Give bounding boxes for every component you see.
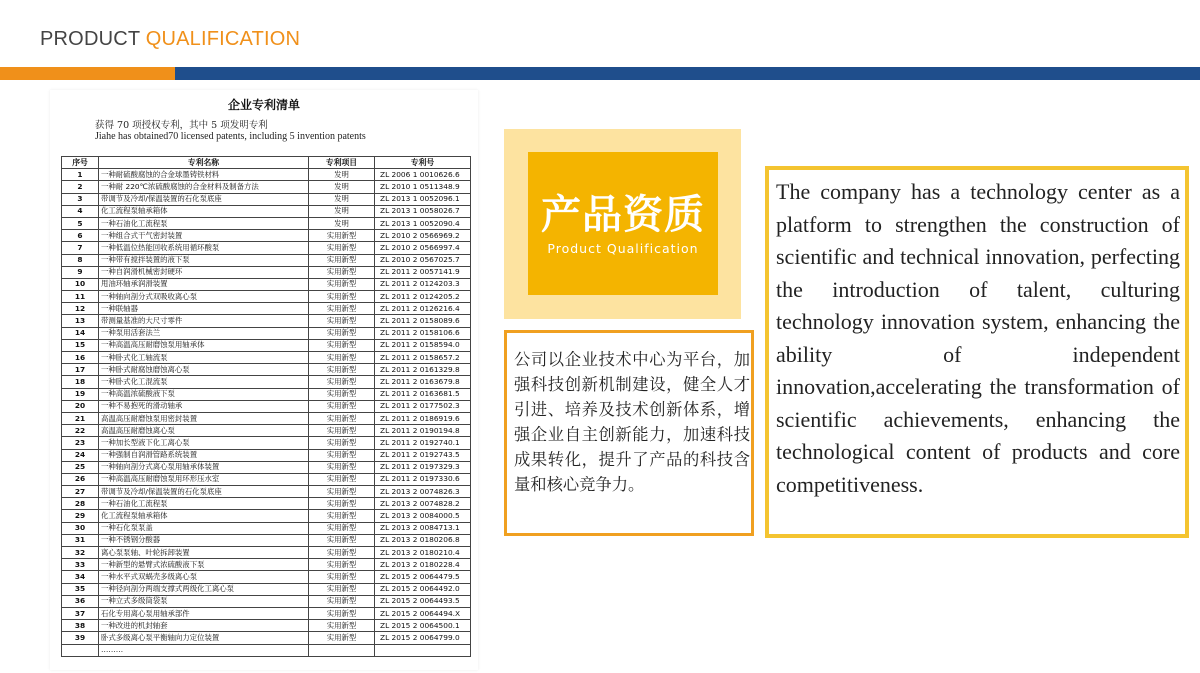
patent-no-cell: 35 xyxy=(62,583,99,595)
patent-number-cell: ZL 2013 2 0180206.8 xyxy=(375,534,471,546)
patent-name-cell: 一种强制自润滑管路系统装置 xyxy=(99,449,309,461)
patent-name-cell: 化工流程泵轴承箱体 xyxy=(99,510,309,522)
patent-type-cell: 发明 xyxy=(309,217,375,229)
patent-no-cell: 4 xyxy=(62,205,99,217)
patent-number-cell: ZL 2013 1 0058026.7 xyxy=(375,205,471,217)
patent-no-cell: 11 xyxy=(62,291,99,303)
patent-name-cell: 一种耐 220℃浓硫酸腐蚀的合金材料及制备方法 xyxy=(99,181,309,193)
patent-name-cell: 一种组合式干气密封装置 xyxy=(99,230,309,242)
patent-name-cell: 一种高温高压耐磨蚀泵用环形压水室 xyxy=(99,473,309,485)
patent-number-cell: ZL 2011 2 0192743.5 xyxy=(375,449,471,461)
patent-no-cell: 39 xyxy=(62,632,99,644)
patent-number-cell: ZL 2010 2 0566997.4 xyxy=(375,242,471,254)
patent-no-cell: 23 xyxy=(62,437,99,449)
patent-type-cell: 实用新型 xyxy=(309,388,375,400)
table-row xyxy=(62,449,471,461)
patent-name-cell: 一种改进的机封轴套 xyxy=(99,620,309,632)
patent-no-cell: 24 xyxy=(62,449,99,461)
table-row xyxy=(62,315,471,327)
patent-number-cell: ZL 2015 2 0064492.0 xyxy=(375,583,471,595)
patent-name-cell: 一种石油化工流程泵 xyxy=(99,498,309,510)
header-bar-blue xyxy=(175,67,1200,80)
patent-no-cell: 18 xyxy=(62,376,99,388)
table-row xyxy=(62,217,471,229)
patent-number-cell: ZL 2011 2 0163679.8 xyxy=(375,376,471,388)
table-row xyxy=(62,583,471,595)
patent-table xyxy=(61,156,471,657)
section-title-en: Product Qualification xyxy=(547,241,699,256)
patent-no-cell: 36 xyxy=(62,595,99,607)
patent-type-cell: 实用新型 xyxy=(309,522,375,534)
table-row xyxy=(62,412,471,424)
table-row xyxy=(62,571,471,583)
patent-no-cell: 8 xyxy=(62,254,99,266)
patent-no-cell: 38 xyxy=(62,620,99,632)
table-row xyxy=(62,205,471,217)
patent-name-cell: 一种联轴器 xyxy=(99,303,309,315)
page-title-part2: QUALIFICATION xyxy=(145,28,301,50)
table-row xyxy=(62,620,471,632)
patent-type-cell: 实用新型 xyxy=(309,266,375,278)
patent-name-cell: 化工流程泵轴承箱体 xyxy=(99,205,309,217)
patent-number-cell: ZL 2015 2 0064493.5 xyxy=(375,595,471,607)
patent-no-cell: 9 xyxy=(62,266,99,278)
table-row xyxy=(62,193,471,205)
column-header-no: 序号 xyxy=(62,157,99,169)
column-header-number: 专利号 xyxy=(375,157,471,169)
patent-no-cell: 6 xyxy=(62,230,99,242)
patent-number-cell: ZL 2011 2 0158594.0 xyxy=(375,339,471,351)
patent-type-cell: 实用新型 xyxy=(309,315,375,327)
patent-list-document xyxy=(50,90,478,670)
table-header-row xyxy=(62,157,471,169)
patent-name-cell: 一种卧式耐腐蚀磨蚀离心泵 xyxy=(99,364,309,376)
table-row xyxy=(62,278,471,290)
patent-name-cell: 一种自润滑机械密封硬环 xyxy=(99,266,309,278)
patent-type-cell: 实用新型 xyxy=(309,595,375,607)
patent-number-cell: ZL 2011 2 0197329.3 xyxy=(375,461,471,473)
patent-name-cell: 一种卧式化工轴流泵 xyxy=(99,352,309,364)
patent-no-cell: 31 xyxy=(62,534,99,546)
patent-type-cell xyxy=(309,644,375,656)
column-header-type: 专利项目 xyxy=(309,157,375,169)
table-row xyxy=(62,559,471,571)
patent-name-cell: 一种不易抱死的滑动轴承 xyxy=(99,400,309,412)
patent-no-cell: 13 xyxy=(62,315,99,327)
patent-type-cell: 实用新型 xyxy=(309,412,375,424)
table-row xyxy=(62,291,471,303)
patent-type-cell: 发明 xyxy=(309,181,375,193)
table-row xyxy=(62,364,471,376)
table-row xyxy=(62,644,471,656)
patent-number-cell: ZL 2013 1 0052090.4 xyxy=(375,217,471,229)
patent-number-cell: ZL 2013 1 0052096.1 xyxy=(375,193,471,205)
patent-number-cell: ZL 2011 2 0190194.8 xyxy=(375,425,471,437)
patent-name-cell: 高温高压耐磨蚀离心泵 xyxy=(99,425,309,437)
patent-number-cell: ZL 2010 1 0511348.9 xyxy=(375,181,471,193)
patent-type-cell: 实用新型 xyxy=(309,376,375,388)
patent-no-cell: 19 xyxy=(62,388,99,400)
table-row xyxy=(62,595,471,607)
patent-type-cell: 实用新型 xyxy=(309,339,375,351)
patent-no-cell: 28 xyxy=(62,498,99,510)
table-row xyxy=(62,510,471,522)
patent-number-cell: ZL 2015 2 0064799.0 xyxy=(375,632,471,644)
patent-no-cell: 32 xyxy=(62,547,99,559)
patent-type-cell: 实用新型 xyxy=(309,486,375,498)
table-row xyxy=(62,254,471,266)
table-row xyxy=(62,473,471,485)
table-row xyxy=(62,425,471,437)
table-row xyxy=(62,534,471,546)
table-row xyxy=(62,547,471,559)
patent-type-cell: 发明 xyxy=(309,205,375,217)
patent-no-cell xyxy=(62,644,99,656)
patent-number-cell: ZL 2013 2 0084000.5 xyxy=(375,510,471,522)
patent-name-cell: 一种新型的悬臂式浓硫酸液下泵 xyxy=(99,559,309,571)
patent-name-cell: 一种高温浓硫酸液下泵 xyxy=(99,388,309,400)
table-row xyxy=(62,437,471,449)
patent-name-cell: 一种加长型液下化工离心泵 xyxy=(99,437,309,449)
patent-type-cell: 实用新型 xyxy=(309,364,375,376)
table-row xyxy=(62,230,471,242)
patent-number-cell: ZL 2011 2 0186919.6 xyxy=(375,412,471,424)
patent-number-cell: ZL 2011 2 0057141.9 xyxy=(375,266,471,278)
patent-type-cell: 实用新型 xyxy=(309,254,375,266)
patent-name-cell: 带测量基准的大尺寸零件 xyxy=(99,315,309,327)
page-title xyxy=(40,28,300,51)
english-description-text: The company has a technology center as a platform to strengthen the construction of scientific and technical innovation, perfecting the introduction of talent, culturing technology innovation system, enhancing the ability of independent innovation,accelerating the transformation of scientific achievements, enhancing the technological content of products and core competitiveness. xyxy=(776,179,1180,497)
document-title: 企业专利清单 xyxy=(227,98,300,112)
patent-type-cell: 实用新型 xyxy=(309,559,375,571)
patent-name-cell: 一种带有搅拌装置的液下泵 xyxy=(99,254,309,266)
patent-no-cell: 2 xyxy=(62,181,99,193)
patent-no-cell: 34 xyxy=(62,571,99,583)
patent-no-cell: 22 xyxy=(62,425,99,437)
patent-number-cell: ZL 2011 2 0177502.3 xyxy=(375,400,471,412)
patent-no-cell: 26 xyxy=(62,473,99,485)
patent-no-cell: 1 xyxy=(62,169,99,181)
table-row xyxy=(62,486,471,498)
patent-no-cell: 27 xyxy=(62,486,99,498)
patent-number-cell: ZL 2011 2 0158089.6 xyxy=(375,315,471,327)
patent-type-cell: 实用新型 xyxy=(309,327,375,339)
patent-name-cell: 一种立式多级筒袋泵 xyxy=(99,595,309,607)
patent-type-cell: 实用新型 xyxy=(309,278,375,290)
patent-type-cell: 实用新型 xyxy=(309,242,375,254)
patent-number-cell: ZL 2011 2 0124203.3 xyxy=(375,278,471,290)
patent-name-cell: 一种不锈钢分酸器 xyxy=(99,534,309,546)
patent-type-cell: 实用新型 xyxy=(309,510,375,522)
patent-name-cell: 甩油环轴承润滑装置 xyxy=(99,278,309,290)
patent-number-cell: ZL 2015 2 0064500.1 xyxy=(375,620,471,632)
patent-name-cell: 一种耐硫酸腐蚀的合金球墨铸铁材料 xyxy=(99,169,309,181)
patent-number-cell xyxy=(375,644,471,656)
patent-name-cell: 一种低温位热能回收系统用循环酸泵 xyxy=(99,242,309,254)
patent-number-cell: ZL 2013 2 0084713.1 xyxy=(375,522,471,534)
patent-type-cell: 实用新型 xyxy=(309,534,375,546)
patent-number-cell: ZL 2011 2 0163681.5 xyxy=(375,388,471,400)
patent-number-cell: ZL 2010 2 0567025.7 xyxy=(375,254,471,266)
patent-no-cell: 10 xyxy=(62,278,99,290)
table-row xyxy=(62,352,471,364)
patent-name-cell: 一种泵用活套法兰 xyxy=(99,327,309,339)
patent-type-cell: 发明 xyxy=(309,193,375,205)
patent-name-cell: 卧式多级离心泵平衡轴向力定位装置 xyxy=(99,632,309,644)
patent-no-cell: 25 xyxy=(62,461,99,473)
patent-number-cell: ZL 2013 2 0074828.2 xyxy=(375,498,471,510)
document-subtitle-en: Jiahe has obtained70 licensed patents, including 5 invention patents xyxy=(95,131,366,142)
column-header-name: 专利名称 xyxy=(99,157,309,169)
patent-name-cell: 一种卧式化工混流泵 xyxy=(99,376,309,388)
table-row xyxy=(62,607,471,619)
patent-no-cell: 15 xyxy=(62,339,99,351)
patent-type-cell: 实用新型 xyxy=(309,632,375,644)
patent-no-cell: 3 xyxy=(62,193,99,205)
table-row xyxy=(62,169,471,181)
table-row xyxy=(62,242,471,254)
patent-no-cell: 12 xyxy=(62,303,99,315)
patent-type-cell: 实用新型 xyxy=(309,400,375,412)
patent-number-cell: ZL 2011 2 0192740.1 xyxy=(375,437,471,449)
table-row xyxy=(62,303,471,315)
patent-number-cell: ZL 2011 2 0126216.4 xyxy=(375,303,471,315)
table-row xyxy=(62,400,471,412)
patent-name-cell: 一种石化泵泵盖 xyxy=(99,522,309,534)
patent-type-cell: 实用新型 xyxy=(309,473,375,485)
patent-number-cell: ZL 2015 2 0064479.5 xyxy=(375,571,471,583)
table-row xyxy=(62,388,471,400)
patent-number-cell: ZL 2015 2 0064494.X xyxy=(375,607,471,619)
patent-no-cell: 14 xyxy=(62,327,99,339)
document-subtitle-cn: 获得 70 项授权专利，其中 5 项发明专利 xyxy=(95,120,268,131)
patent-type-cell: 实用新型 xyxy=(309,498,375,510)
table-row xyxy=(62,376,471,388)
patent-type-cell: 实用新型 xyxy=(309,437,375,449)
patent-name-cell: ……… xyxy=(99,644,309,656)
patent-no-cell: 33 xyxy=(62,559,99,571)
patent-number-cell: ZL 2011 2 0197330.6 xyxy=(375,473,471,485)
patent-type-cell: 实用新型 xyxy=(309,291,375,303)
patent-no-cell: 20 xyxy=(62,400,99,412)
patent-name-cell: 一种高温高压耐磨蚀泵用轴承体 xyxy=(99,339,309,351)
patent-no-cell: 21 xyxy=(62,412,99,424)
patent-no-cell: 29 xyxy=(62,510,99,522)
chinese-description-text: 公司以企业技术中心为平台，加强科技创新机制建设，健全人才引进、培养及技术创新体系，增强企业自主创新能力，加速科技成果转化，提升了产品的科技含量和核心竞争力。 xyxy=(514,350,750,494)
patent-type-cell: 实用新型 xyxy=(309,425,375,437)
patent-name-cell: 一种轴向剖分式双吸收离心泵 xyxy=(99,291,309,303)
patent-number-cell: ZL 2011 2 0158657.2 xyxy=(375,352,471,364)
patent-type-cell: 发明 xyxy=(309,169,375,181)
patent-name-cell: 离心泵泵轴、叶轮拆卸装置 xyxy=(99,547,309,559)
patent-type-cell: 实用新型 xyxy=(309,607,375,619)
patent-no-cell: 30 xyxy=(62,522,99,534)
patent-no-cell: 17 xyxy=(62,364,99,376)
page-title-part1: PRODUCT xyxy=(40,28,146,50)
table-row xyxy=(62,327,471,339)
table-row xyxy=(62,522,471,534)
chinese-description-box xyxy=(504,330,754,536)
patent-number-cell: ZL 2006 1 0010626.6 xyxy=(375,169,471,181)
patent-name-cell: 一种石油化工流程泵 xyxy=(99,217,309,229)
patent-type-cell: 实用新型 xyxy=(309,303,375,315)
patent-number-cell: ZL 2011 2 0158106.6 xyxy=(375,327,471,339)
patent-number-cell: ZL 2013 2 0074826.3 xyxy=(375,486,471,498)
patent-name-cell: 一种轴向剖分式离心泵用轴承体装置 xyxy=(99,461,309,473)
patent-type-cell: 实用新型 xyxy=(309,583,375,595)
patent-table-body xyxy=(62,169,471,657)
patent-name-cell: 一种水平式双蜗壳多级离心泵 xyxy=(99,571,309,583)
table-row xyxy=(62,461,471,473)
table-row xyxy=(62,266,471,278)
patent-type-cell: 实用新型 xyxy=(309,547,375,559)
section-title-cn: 产品资质 xyxy=(541,191,705,238)
patent-type-cell: 实用新型 xyxy=(309,449,375,461)
table-row xyxy=(62,339,471,351)
patent-name-cell: 一种径向剖分两端支撑式两级化工离心泵 xyxy=(99,583,309,595)
english-description-box xyxy=(765,166,1189,538)
patent-name-cell: 石化专用离心泵用轴承部件 xyxy=(99,607,309,619)
patent-no-cell: 16 xyxy=(62,352,99,364)
patent-name-cell: 带调节及冷却/保温装置的石化泵底座 xyxy=(99,486,309,498)
patent-number-cell: ZL 2013 2 0180228.4 xyxy=(375,559,471,571)
patent-number-cell: ZL 2011 2 0161329.8 xyxy=(375,364,471,376)
header-bar-orange xyxy=(0,67,175,80)
patent-type-cell: 实用新型 xyxy=(309,461,375,473)
patent-type-cell: 实用新型 xyxy=(309,352,375,364)
patent-no-cell: 37 xyxy=(62,607,99,619)
patent-number-cell: ZL 2010 2 0566969.2 xyxy=(375,230,471,242)
patent-name-cell: 带调节及冷却/保温装置的石化泵底座 xyxy=(99,193,309,205)
patent-number-cell: ZL 2011 2 0124205.2 xyxy=(375,291,471,303)
table-row xyxy=(62,498,471,510)
patent-name-cell: 高温高压耐磨蚀泵用密封装置 xyxy=(99,412,309,424)
patent-type-cell: 实用新型 xyxy=(309,230,375,242)
patent-number-cell: ZL 2013 2 0180210.4 xyxy=(375,547,471,559)
table-row xyxy=(62,181,471,193)
patent-type-cell: 实用新型 xyxy=(309,571,375,583)
patent-no-cell: 5 xyxy=(62,217,99,229)
table-row xyxy=(62,632,471,644)
patent-no-cell: 7 xyxy=(62,242,99,254)
patent-type-cell: 实用新型 xyxy=(309,620,375,632)
